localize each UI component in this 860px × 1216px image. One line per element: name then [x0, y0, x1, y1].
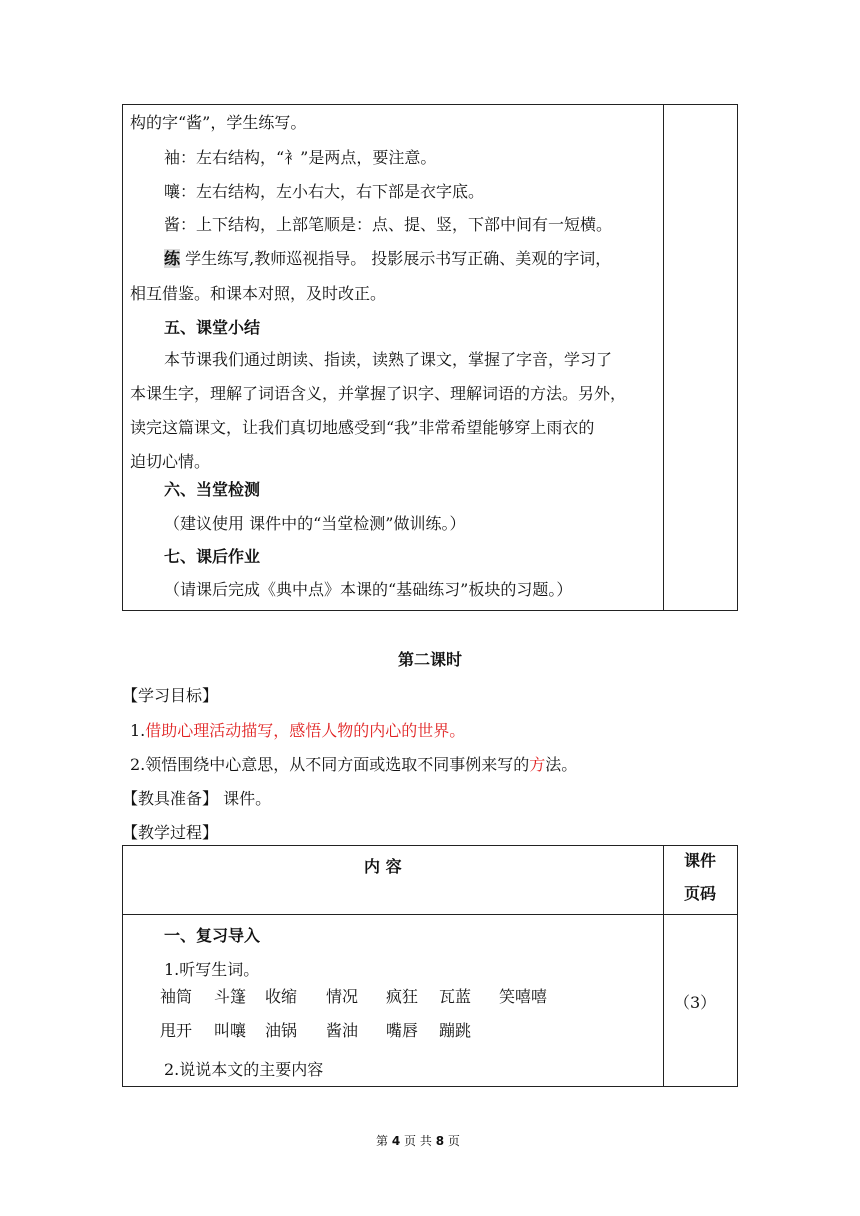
word: 笑嘻嘻	[499, 987, 548, 1006]
footer-text: 第	[376, 1134, 389, 1148]
column-header-page: 课件	[684, 851, 717, 870]
current-page: 4	[391, 1134, 401, 1148]
text-line: 相互借鉴。和课本对照，及时改正。	[130, 284, 387, 303]
list-item: 2.说说本文的主要内容	[164, 1060, 324, 1079]
goal-1	[130, 721, 465, 741]
practice-badge: 练	[164, 249, 181, 268]
goal-2-highlight: 方	[529, 755, 546, 774]
text-line: 酱：上下结构，上部笔顺是：点、提、竖，下部中间有一短横。	[164, 215, 613, 234]
page-footer	[376, 1133, 460, 1149]
table1-divider	[663, 104, 664, 611]
word: 瓦蓝	[439, 987, 472, 1006]
column-header-page: 页码	[684, 884, 717, 903]
text-line: 读完这篇课文，让我们真切地感受到“我”非常希望能够穿上雨衣的	[130, 418, 595, 437]
table2-left-border	[122, 845, 123, 1087]
word: 疯狂	[386, 987, 419, 1006]
text-line: 迫切心情。	[130, 452, 211, 471]
total-pages: 8	[435, 1134, 445, 1148]
tools-line: 【教具准备】 课件。	[122, 789, 272, 808]
table1-bottom-border	[122, 610, 738, 611]
word: 蹦跳	[439, 1021, 472, 1040]
text-line: 嚷：左右结构，左小右大，右下部是衣字底。	[164, 182, 485, 201]
table2-divider	[663, 845, 664, 1087]
process-heading: 【教学过程】	[122, 823, 219, 842]
text-line: 本节课我们通过朗读、指读，读熟了课文，掌握了字音，学习了	[164, 350, 613, 369]
table1-top-border	[122, 104, 738, 105]
table2-right-border	[737, 845, 738, 1087]
goal-1-number: 1.	[130, 721, 146, 740]
word: 情况	[326, 987, 359, 1006]
page-reference: （3）	[674, 993, 717, 1012]
section-heading: 七、课后作业	[164, 547, 261, 566]
table1-right-border	[737, 104, 738, 611]
section-heading: 六、当堂检测	[164, 480, 261, 499]
text-line: 袖：左右结构，“衤”是两点，要注意。	[164, 148, 437, 167]
footer-text: 页	[447, 1134, 460, 1148]
text-line: （建议使用 课件中的“当堂检测”做训练。）	[164, 514, 466, 533]
text-line: 本课生字，理解了词语含义，并掌握了识字、理解词语的方法。另外，	[130, 384, 627, 403]
goal-2	[130, 755, 577, 775]
word: 收缩	[265, 987, 298, 1006]
footer-text: 页 共	[404, 1134, 432, 1148]
list-item: 1.听写生词。	[164, 960, 260, 979]
table2-bottom-border	[122, 1086, 738, 1087]
word: 油锅	[265, 1021, 298, 1040]
word: 甩开	[160, 1021, 193, 1040]
text-line: 构的字“酱”，学生练写。	[130, 113, 307, 132]
goal-1-text: 借助心理活动描写，感悟人物的内心的世界。	[145, 721, 466, 740]
table2-top-border	[122, 845, 738, 846]
table1-left-border	[122, 104, 123, 611]
column-header-content: 内 容	[364, 857, 402, 876]
goals-heading: 【学习目标】	[122, 686, 219, 705]
section-title: 第二课时	[398, 650, 463, 669]
text-line: （请课后完成《典中点》本课的“基础练习”板块的习题。）	[164, 580, 573, 599]
word: 叫嚷	[214, 1021, 247, 1040]
word: 斗篷	[214, 987, 247, 1006]
word: 酱油	[326, 1021, 359, 1040]
word: 嘴唇	[386, 1021, 419, 1040]
goal-2-text: 2.领悟围绕中心意思，从不同方面或选取不同事例来写的	[130, 755, 530, 774]
word: 袖筒	[160, 987, 193, 1006]
practice-line	[164, 249, 611, 269]
goal-2-end: 法。	[545, 755, 578, 774]
practice-text: 学生练写,教师巡视指导。 投影展示书写正确、美观的字词，	[180, 249, 612, 268]
section-heading: 五、课堂小结	[164, 318, 261, 337]
table2-header-divider	[122, 914, 738, 915]
section-heading: 一、复习导入	[164, 926, 261, 945]
